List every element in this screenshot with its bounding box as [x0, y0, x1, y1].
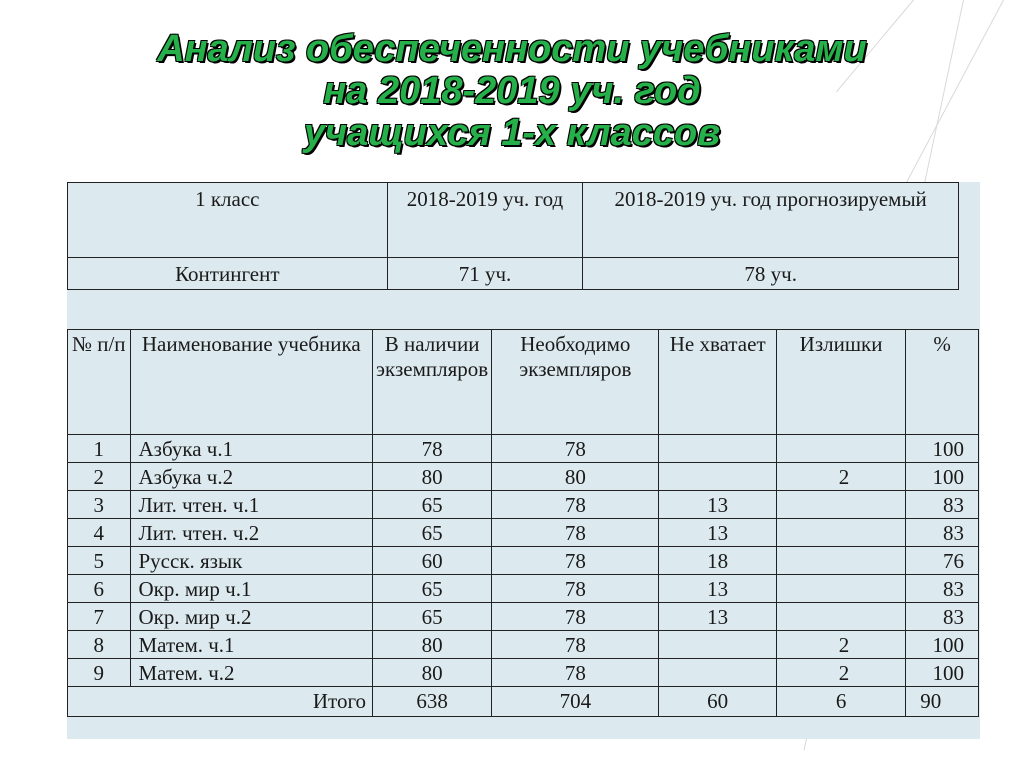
- page-title: [0, 28, 1024, 154]
- header-cell: %: [906, 330, 979, 435]
- row-number: 9: [68, 659, 131, 687]
- percent: 100: [906, 659, 979, 687]
- surplus: 2: [776, 631, 905, 659]
- total-in-stock: 638: [373, 687, 492, 717]
- textbooks-table: [67, 329, 979, 717]
- table-row: [68, 603, 979, 631]
- table-cell: Контингент: [68, 258, 388, 290]
- required: 78: [492, 631, 659, 659]
- required: 78: [492, 519, 659, 547]
- required: 78: [492, 659, 659, 687]
- book-name: Окр. мир ч.1: [130, 575, 373, 603]
- required: 78: [492, 603, 659, 631]
- percent: 83: [906, 575, 979, 603]
- summary-header-row: [68, 183, 959, 258]
- required: 80: [492, 463, 659, 491]
- header-cell: 1 класс: [68, 183, 388, 258]
- table-row: [68, 519, 979, 547]
- shortage: 18: [659, 547, 776, 575]
- in-stock: 80: [373, 463, 492, 491]
- percent: 76: [906, 547, 979, 575]
- summary-row-contingent: [68, 258, 959, 290]
- percent: 83: [906, 519, 979, 547]
- in-stock: 65: [373, 491, 492, 519]
- shortage: 13: [659, 491, 776, 519]
- in-stock: 65: [373, 603, 492, 631]
- in-stock: 80: [373, 631, 492, 659]
- book-name: Азбука ч.2: [130, 463, 373, 491]
- book-name: Лит. чтен. ч.2: [130, 519, 373, 547]
- shortage: 13: [659, 575, 776, 603]
- row-number: 5: [68, 547, 131, 575]
- book-name: Русск. язык: [130, 547, 373, 575]
- percent: 100: [906, 463, 979, 491]
- header-cell: № п/п: [68, 330, 131, 435]
- title-line-3: учащихся 1-х классов: [303, 112, 721, 154]
- surplus: [776, 435, 905, 463]
- row-number: 4: [68, 519, 131, 547]
- shortage: 13: [659, 519, 776, 547]
- surplus: 2: [776, 463, 905, 491]
- in-stock: 78: [373, 435, 492, 463]
- textbooks-header-row: [68, 330, 979, 435]
- row-number: 8: [68, 631, 131, 659]
- header-cell: 2018-2019 уч. год прогнозируемый: [583, 183, 959, 258]
- header-cell: Наименование учебника: [130, 330, 373, 435]
- surplus: [776, 519, 905, 547]
- header-cell: 2018-2019 уч. год: [387, 183, 583, 258]
- percent: 83: [906, 491, 979, 519]
- in-stock: 80: [373, 659, 492, 687]
- header-cell: Необходимо экземпляров: [492, 330, 659, 435]
- table-row: [68, 463, 979, 491]
- row-number: 7: [68, 603, 131, 631]
- row-number: 2: [68, 463, 131, 491]
- total-surplus: 6: [776, 687, 905, 717]
- required: 78: [492, 575, 659, 603]
- header-cell: В наличии экземпляров: [373, 330, 492, 435]
- percent: 100: [906, 631, 979, 659]
- required: 78: [492, 491, 659, 519]
- table-cell: 71 уч.: [387, 258, 583, 290]
- required: 78: [492, 435, 659, 463]
- percent: 100: [906, 435, 979, 463]
- book-name: Лит. чтен. ч.1: [130, 491, 373, 519]
- table-row: [68, 491, 979, 519]
- shortage: [659, 435, 776, 463]
- row-number: 1: [68, 435, 131, 463]
- in-stock: 60: [373, 547, 492, 575]
- title-line-2: на 2018-2019 уч. год: [323, 70, 701, 112]
- total-percent: 90: [906, 687, 979, 717]
- surplus: 2: [776, 659, 905, 687]
- row-number: 3: [68, 491, 131, 519]
- book-name: Азбука ч.1: [130, 435, 373, 463]
- surplus: [776, 603, 905, 631]
- table-row: [68, 547, 979, 575]
- in-stock: 65: [373, 575, 492, 603]
- row-number: 6: [68, 575, 131, 603]
- total-shortage: 60: [659, 687, 776, 717]
- surplus: [776, 491, 905, 519]
- surplus: [776, 547, 905, 575]
- summary-table: [67, 182, 959, 290]
- in-stock: 65: [373, 519, 492, 547]
- total-row: [68, 687, 979, 717]
- shortage: 13: [659, 603, 776, 631]
- header-cell: Излишки: [776, 330, 905, 435]
- table-row: [68, 631, 979, 659]
- book-name: Матем. ч.2: [130, 659, 373, 687]
- percent: 83: [906, 603, 979, 631]
- required: 78: [492, 547, 659, 575]
- book-name: Окр. мир ч.2: [130, 603, 373, 631]
- total-required: 704: [492, 687, 659, 717]
- shortage: [659, 463, 776, 491]
- table-row: [68, 435, 979, 463]
- total-label: Итого: [68, 687, 373, 717]
- title-line-1: Анализ обеспеченности учебниками: [157, 28, 867, 70]
- shortage: [659, 631, 776, 659]
- shortage: [659, 659, 776, 687]
- table-cell: 78 уч.: [583, 258, 959, 290]
- surplus: [776, 575, 905, 603]
- table-row: [68, 575, 979, 603]
- header-cell: Не хватает: [659, 330, 776, 435]
- table-row: [68, 659, 979, 687]
- book-name: Матем. ч.1: [130, 631, 373, 659]
